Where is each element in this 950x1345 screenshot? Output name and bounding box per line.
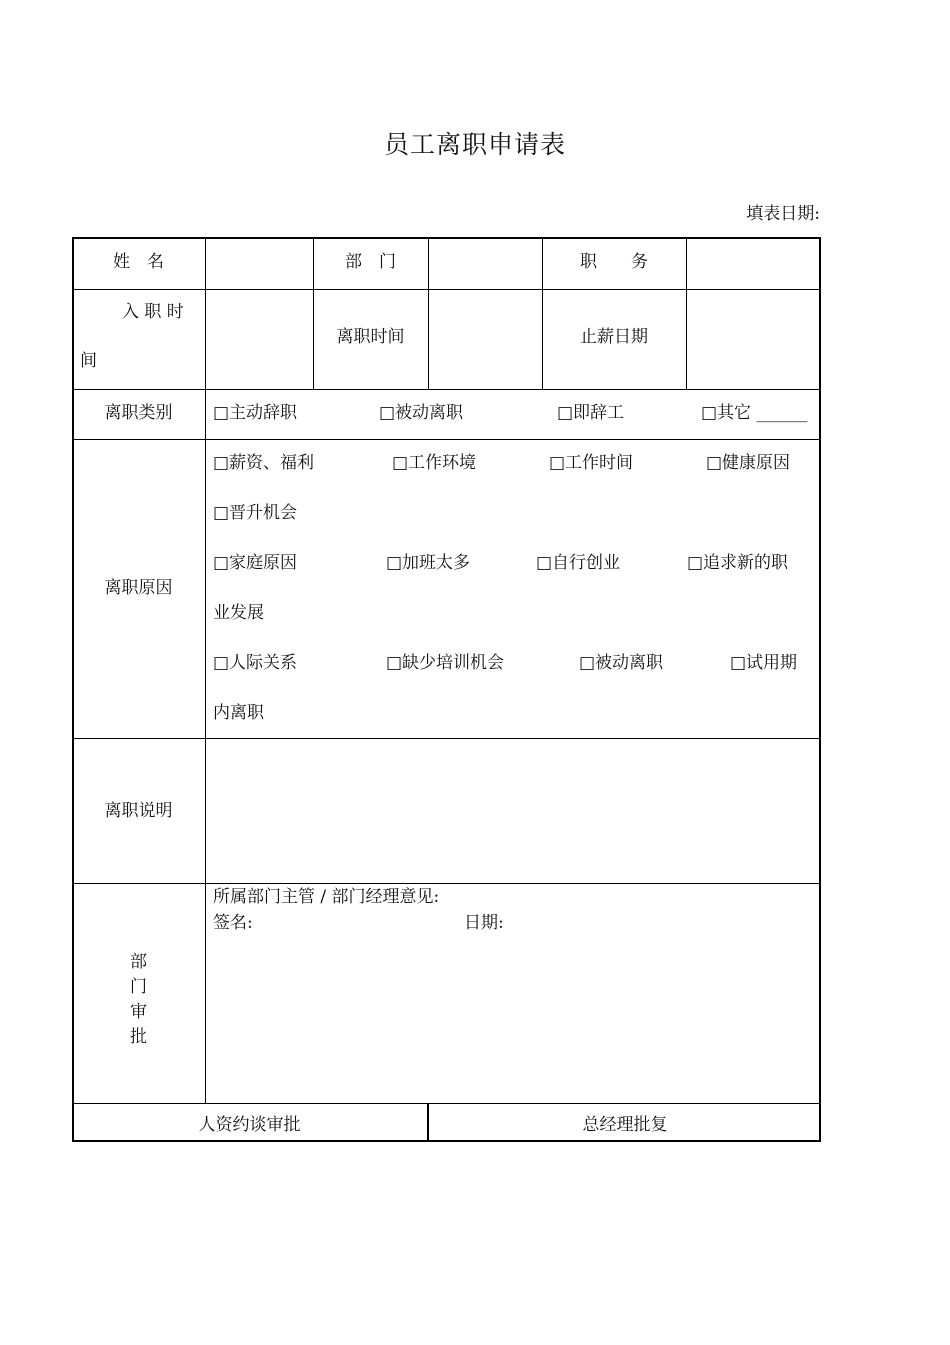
reason-option-dismissed[interactable]: □被动离职 (579, 653, 664, 673)
name-label: 姓 名 (113, 252, 164, 272)
position-field[interactable] (687, 238, 820, 290)
dept-approval-field[interactable] (206, 935, 820, 1105)
dept-label: 部 门 (345, 252, 396, 272)
reason-option-promotion[interactable]: □晋升机会 (213, 503, 298, 523)
reason-option-salary[interactable]: □薪资、福利 (213, 453, 315, 473)
reason-option-work-hours[interactable]: □工作时间 (549, 453, 634, 473)
hire-time-label: 入 职 时 (122, 302, 184, 322)
reason-option-career[interactable]: □追求新的职 (687, 553, 789, 573)
category-option-voluntary[interactable]: □主动辞职 (213, 403, 298, 423)
page-title: 员工离职申请表 (383, 130, 566, 159)
name-field[interactable] (206, 238, 313, 290)
reason-option-environment[interactable]: □工作环境 (392, 453, 477, 473)
reason-option-health[interactable]: □健康原因 (706, 453, 791, 473)
reason-option-probation[interactable]: □试用期 (730, 653, 798, 673)
signature-label: 签名: (213, 913, 253, 933)
reason-option-career-wrap: 业发展 (213, 603, 264, 623)
dept-field[interactable] (429, 238, 542, 290)
hire-time-field[interactable] (206, 290, 313, 389)
dept-approval-label: 部 门 审 批 (130, 952, 147, 1047)
hire-time-label-wrap: 间 (80, 351, 97, 371)
pay-stop-field[interactable] (687, 290, 820, 389)
date-label: 日期: (464, 913, 504, 933)
reason-option-overtime[interactable]: □加班太多 (386, 553, 471, 573)
gm-approval-label: 总经理批复 (582, 1115, 668, 1135)
reason-option-probation-wrap: 内离职 (213, 703, 264, 723)
pay-stop-label: 止薪日期 (580, 327, 648, 347)
hr-interview-label: 人资约谈审批 (198, 1115, 301, 1135)
explain-field[interactable] (206, 739, 820, 883)
category-label: 离职类别 (104, 403, 173, 423)
explain-label: 离职说明 (104, 801, 173, 821)
category-option-involuntary[interactable]: □被动离职 (379, 403, 464, 423)
category-option-immediate[interactable]: □即辞工 (557, 403, 625, 423)
leave-time-field[interactable] (429, 290, 542, 389)
dept-opinion-label: 所属部门主管 / 部门经理意见: (213, 887, 440, 907)
reason-option-family[interactable]: □家庭原因 (213, 553, 298, 573)
reason-option-startup[interactable]: □自行创业 (536, 553, 621, 573)
leave-time-label: 离职时间 (336, 327, 405, 347)
category-option-other[interactable]: □其它 ______ (701, 403, 808, 423)
fill-date-label: 填表日期: (746, 204, 820, 224)
reason-option-relationships[interactable]: □人际关系 (213, 653, 298, 673)
position-label: 职 务 (580, 252, 648, 272)
reason-option-training[interactable]: □缺少培训机会 (386, 653, 505, 673)
reason-label: 离职原因 (104, 578, 173, 598)
